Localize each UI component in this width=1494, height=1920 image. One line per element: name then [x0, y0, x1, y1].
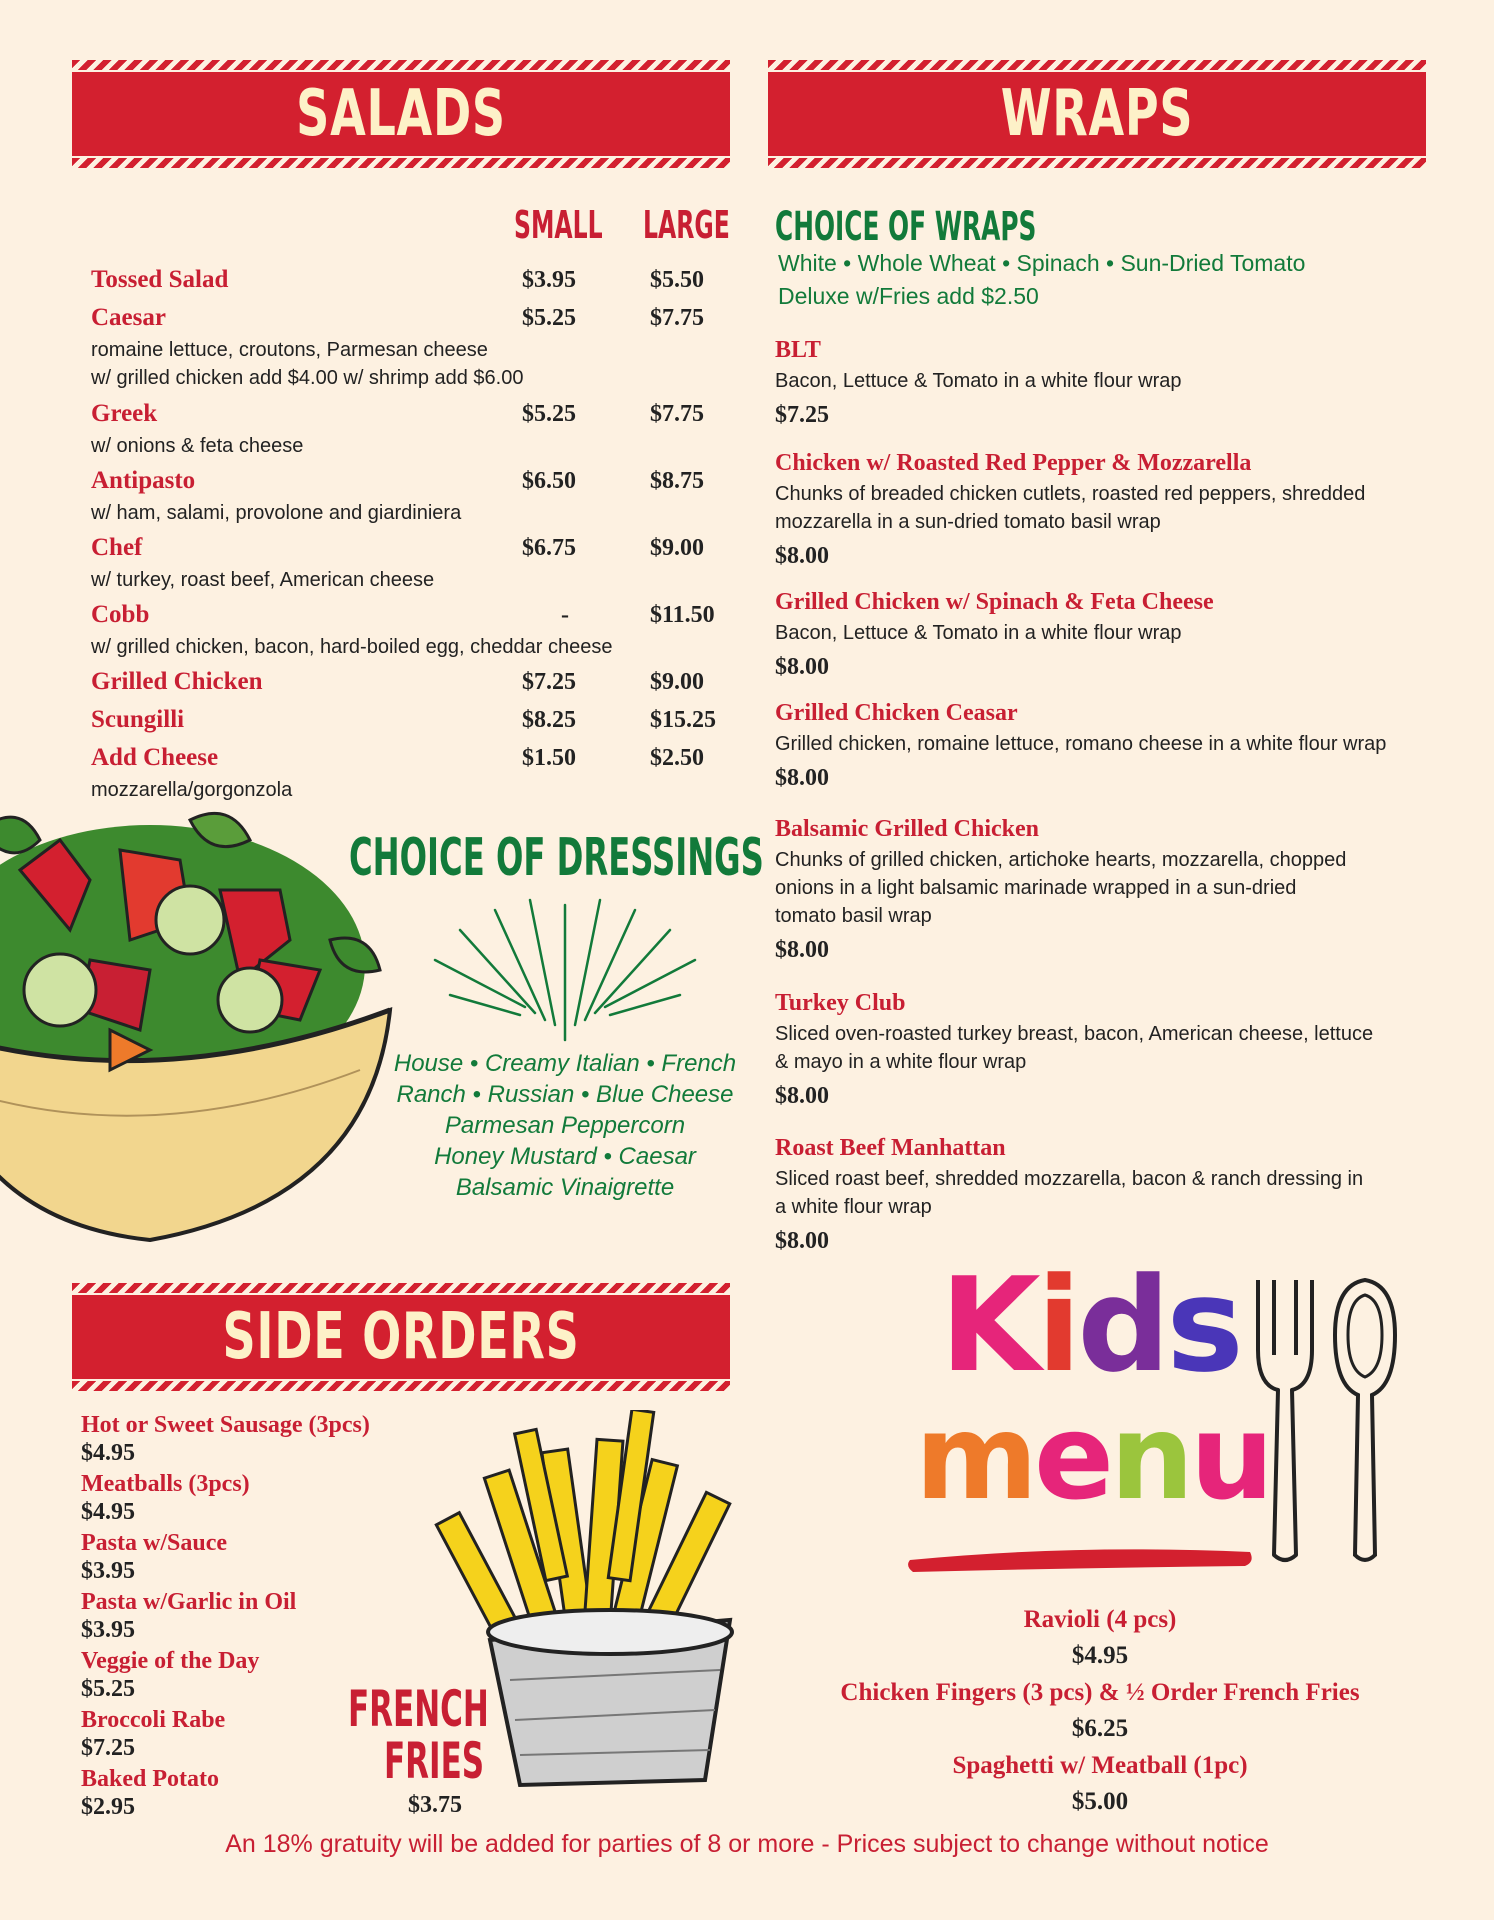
kids-title-text	[940, 1249, 1240, 1401]
kids-title-letter: s	[1166, 1249, 1240, 1401]
salad-large-price: $9.00	[650, 535, 704, 561]
side-item-price: $2.95	[81, 1794, 135, 1820]
wraps-title: WRAPS	[1000, 77, 1194, 151]
side-item-price: $4.95	[81, 1440, 135, 1466]
wrap-item-price: $8.00	[775, 1228, 829, 1254]
salad-item-name: Greek	[91, 400, 158, 427]
salad-large-price: $11.50	[650, 602, 715, 628]
salad-small-price: -	[561, 602, 569, 628]
wrap-item-desc: Grilled chicken, romaine lettuce, romano cheese in a white flour wrap	[775, 733, 1387, 755]
salad-item-desc: mozzarella/gorgonzola	[91, 779, 293, 801]
salad-small-price: $7.25	[522, 669, 576, 695]
wrap-item-name: Roast Beef Manhattan	[775, 1135, 1006, 1161]
kids-title-letter: K	[940, 1249, 1037, 1401]
wrap-item-price: $7.25	[775, 402, 829, 428]
wrap-item-desc: Sliced oven-roasted turkey breast, bacon, American cheese, lettuce	[775, 1023, 1374, 1045]
sunburst-decoration	[430, 895, 700, 1045]
salad-small-price: $6.50	[522, 468, 576, 494]
wrap-item-desc: Bacon, Lettuce & Tomato in a white flour wrap	[775, 370, 1182, 392]
salad-item-desc: w/ ham, salami, provolone and giardiniera	[91, 502, 462, 524]
kids-item-price: $4.95	[1071, 1642, 1129, 1669]
fork-icon	[1250, 1275, 1320, 1565]
salad-item-desc: w/ turkey, roast beef, American cheese	[91, 569, 435, 591]
side-item-name: Meatballs (3pcs)	[81, 1471, 250, 1497]
kids-title-letter: u	[1190, 1388, 1271, 1526]
salad-item-name: Tossed Salad	[91, 266, 229, 293]
salad-item-name: Cobb	[91, 601, 150, 628]
salad-item-name: Antipasto	[91, 467, 196, 494]
wrap-item-desc: onions in a light balsamic marinade wrapped in a sun-dried	[775, 877, 1297, 899]
kids-item-name: Chicken Fingers (3 pcs) & ½ Order French Fries	[840, 1679, 1360, 1706]
salad-item-name: Scungilli	[91, 706, 185, 733]
salad-item-desc: w/ grilled chicken add $4.00 w/ shrimp add $6.00	[91, 367, 524, 389]
salads-banner	[72, 72, 730, 156]
dressing-line: Balsamic Vinaigrette	[455, 1174, 675, 1201]
dressing-line: House • Creamy Italian • French	[393, 1050, 737, 1077]
side-item-price: $5.25	[81, 1676, 135, 1702]
kids-title-letter: d	[1077, 1249, 1167, 1401]
kids-title-letter: m	[915, 1388, 1034, 1526]
wrap-item-desc: Bacon, Lettuce & Tomato in a white flour wrap	[775, 622, 1182, 644]
wrap-item-price: $8.00	[775, 543, 829, 569]
wraps-banner	[768, 72, 1426, 156]
salad-small-price: $5.25	[522, 401, 576, 427]
wrap-item-price: $8.00	[775, 765, 829, 791]
spoon-icon	[1330, 1275, 1400, 1565]
salad-large-price: $7.75	[650, 401, 704, 427]
dressing-line: Honey Mustard • Caesar	[434, 1143, 696, 1170]
dressings-title: CHOICE OF DRESSINGS	[349, 828, 764, 888]
wrap-item-desc: & mayo in a white flour wrap	[775, 1051, 1027, 1073]
kids-item-name: Ravioli (4 pcs)	[1023, 1606, 1177, 1633]
kids-title-letter: e	[1033, 1388, 1110, 1526]
salad-small-price: $6.75	[522, 535, 576, 561]
dressing-line: Parmesan Peppercorn	[444, 1112, 686, 1139]
dressing-line: Ranch • Russian • Blue Cheese	[396, 1081, 734, 1108]
wraps-choice-title: CHOICE OF WRAPS	[775, 204, 1037, 250]
kids-item-name: Spaghetti w/ Meatball (1pc)	[952, 1752, 1248, 1779]
wrap-item-name: Chicken w/ Roasted Red Pepper & Mozzarella	[775, 450, 1252, 476]
kids-title-text	[915, 1388, 1270, 1526]
wrap-item-price: $8.00	[775, 937, 829, 963]
fries-label-line2: FRIES	[384, 1732, 485, 1790]
dressings-list	[370, 1048, 760, 1203]
salad-large-price: $15.25	[650, 707, 716, 733]
wrap-item-name: Grilled Chicken Ceasar	[775, 700, 1018, 726]
salad-item-desc: romaine lettuce, croutons, Parmesan cheese	[91, 339, 488, 361]
kids-item-price: $5.00	[1071, 1788, 1129, 1815]
salads-title: SALADS	[296, 77, 506, 151]
wrap-item-name: Turkey Club	[775, 990, 906, 1016]
salads-small-header: SMALL	[514, 203, 603, 247]
side-item-price: $3.95	[81, 1558, 135, 1584]
wrap-item-desc: Sliced roast beef, shredded mozzarella, bacon & ranch dressing in	[775, 1168, 1364, 1190]
wrap-item-desc: a white flour wrap	[775, 1196, 932, 1218]
salad-item-name: Chef	[91, 534, 143, 561]
salad-small-price: $3.95	[522, 267, 576, 293]
wrap-item-name: BLT	[775, 337, 821, 363]
salad-item-name: Add Cheese	[91, 744, 219, 771]
wrap-item-desc: Chunks of grilled chicken, artichoke hearts, mozzarella, chopped	[775, 849, 1347, 871]
salads-large-header: LARGE	[643, 203, 730, 247]
salad-item-desc: w/ grilled chicken, bacon, hard-boiled egg, cheddar cheese	[91, 636, 613, 658]
salad-large-price: $8.75	[650, 468, 704, 494]
wrap-item-name: Grilled Chicken w/ Spinach & Feta Cheese	[775, 589, 1214, 615]
salad-item-desc: w/ onions & feta cheese	[91, 435, 304, 457]
salad-item-name: Caesar	[91, 304, 166, 331]
kids-title-letter: i	[1036, 1249, 1078, 1401]
wrap-item-price: $8.00	[775, 1083, 829, 1109]
sides-banner	[72, 1295, 730, 1379]
brush-underline	[905, 1538, 1255, 1574]
side-item-name: Veggie of the Day	[81, 1648, 260, 1674]
kids-title-letter: n	[1110, 1388, 1191, 1526]
kids-title-word1	[940, 1249, 1240, 1401]
salad-large-price: $2.50	[650, 745, 704, 771]
salad-large-price: $7.75	[650, 305, 704, 331]
sides-title: SIDE ORDERS	[222, 1300, 580, 1374]
salad-small-price: $5.25	[522, 305, 576, 331]
side-item-price: $4.95	[81, 1499, 135, 1525]
kids-items	[770, 1606, 1430, 1825]
side-item-name: Broccoli Rabe	[81, 1707, 226, 1733]
footer-note: An 18% gratuity will be added for parties of 8 or more - Prices subject to change without notice	[225, 1830, 1269, 1858]
salad-large-price: $9.00	[650, 669, 704, 695]
wrap-item-name: Balsamic Grilled Chicken	[775, 816, 1039, 842]
wrap-item-desc: tomato basil wrap	[775, 905, 932, 927]
wrap-item-desc: mozzarella in a sun-dried tomato basil wrap	[775, 511, 1161, 533]
kids-item-price: $6.25	[1071, 1715, 1129, 1742]
fries-price: $3.75	[408, 1792, 462, 1818]
side-item-name: Hot or Sweet Sausage (3pcs)	[81, 1412, 370, 1438]
salad-item-name: Grilled Chicken	[91, 668, 263, 695]
kids-title-word2	[915, 1388, 1271, 1526]
wraps-choice-line: White • Whole Wheat • Spinach • Sun-Dried Tomato	[778, 250, 1306, 276]
fries-label-line1: FRENCH	[348, 1680, 489, 1738]
salad-small-price: $1.50	[522, 745, 576, 771]
wrap-item-price: $8.00	[775, 654, 829, 680]
wraps-deluxe-line: Deluxe w/Fries add $2.50	[778, 283, 1039, 309]
wrap-item-desc: Chunks of breaded chicken cutlets, roasted red peppers, shredded	[775, 483, 1366, 505]
side-item-name: Baked Potato	[81, 1766, 219, 1792]
side-item-name: Pasta w/Sauce	[81, 1530, 227, 1556]
salad-large-price: $5.50	[650, 267, 704, 293]
salad-small-price: $8.25	[522, 707, 576, 733]
side-item-name: Pasta w/Garlic in Oil	[81, 1589, 297, 1615]
side-item-price: $7.25	[81, 1735, 135, 1761]
side-item-price: $3.95	[81, 1617, 135, 1643]
